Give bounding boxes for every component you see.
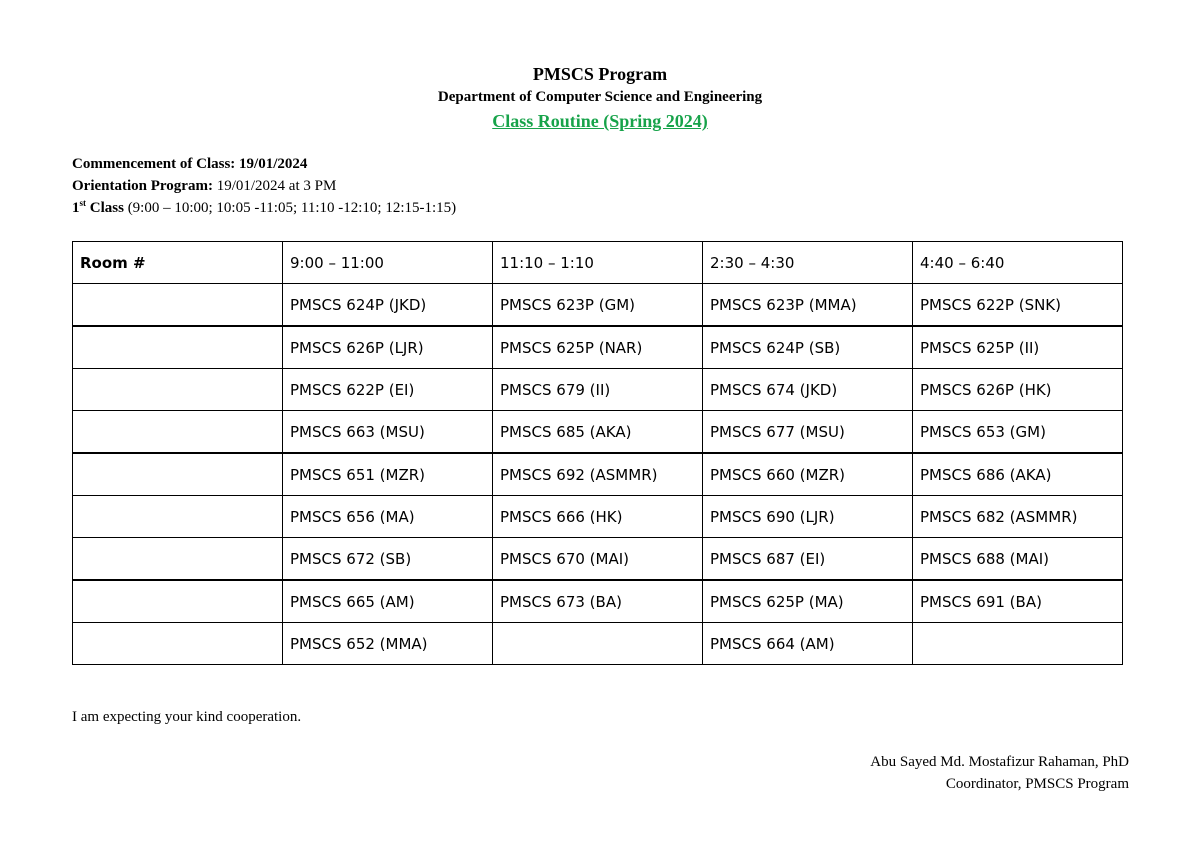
first-class-times: (9:00 – 10:00; 10:05 -11:05; 11:10 -12:10; 12:15-1:15) — [123, 200, 457, 216]
course-cell: PMSCS 622P (EI) — [283, 369, 493, 411]
first-class-suffix: st — [79, 198, 86, 208]
course-cell: PMSCS 673 (BA) — [493, 580, 703, 623]
program-title: PMSCS Program — [532, 64, 668, 84]
table-row — [73, 580, 1123, 623]
course-cell: PMSCS 690 (LJR) — [703, 496, 913, 538]
header-slot-2: 11:10 – 1:10 — [493, 242, 703, 284]
header-slot-4: 4:40 – 6:40 — [913, 242, 1123, 284]
signatory-name: Abu Sayed Md. Mostafizur Rahaman, PhD — [870, 754, 1129, 770]
course-cell: PMSCS 624P (SB) — [703, 326, 913, 369]
course-cell: PMSCS 623P (GM) — [493, 284, 703, 327]
first-class-label: Class — [86, 200, 124, 216]
course-cell: PMSCS 656 (MA) — [283, 496, 493, 538]
signature-block — [870, 751, 1129, 795]
closing-note: I am expecting your kind cooperation. — [72, 709, 302, 725]
course-cell: PMSCS 625P (NAR) — [493, 326, 703, 369]
room-cell — [73, 326, 283, 369]
course-cell: PMSCS 625P (MA) — [703, 580, 913, 623]
course-cell: PMSCS 682 (ASMMR) — [913, 496, 1123, 538]
course-cell: PMSCS 687 (EI) — [703, 538, 913, 581]
room-cell — [73, 580, 283, 623]
department-title: Department of Computer Science and Engineering — [437, 89, 763, 105]
room-cell — [73, 496, 283, 538]
document-header — [0, 62, 1200, 134]
course-cell: PMSCS 660 (MZR) — [703, 453, 913, 496]
table-row — [73, 369, 1123, 411]
course-cell: PMSCS 677 (MSU) — [703, 411, 913, 454]
course-cell: PMSCS 686 (AKA) — [913, 453, 1123, 496]
course-cell: PMSCS 653 (GM) — [913, 411, 1123, 454]
table-row — [73, 326, 1123, 369]
course-cell: PMSCS 626P (HK) — [913, 369, 1123, 411]
table-header-row — [73, 242, 1123, 284]
signatory-title: Coordinator, PMSCS Program — [945, 776, 1129, 792]
course-cell: PMSCS 679 (II) — [493, 369, 703, 411]
first-class-line — [72, 197, 456, 219]
course-cell: PMSCS 692 (ASMMR) — [493, 453, 703, 496]
routine-title: Class Routine (Spring 2024) — [492, 111, 708, 131]
course-cell: PMSCS 670 (MAI) — [493, 538, 703, 581]
course-cell: PMSCS 652 (MMA) — [283, 623, 493, 665]
course-cell: PMSCS 665 (AM) — [283, 580, 493, 623]
room-cell — [73, 623, 283, 665]
room-cell — [73, 453, 283, 496]
course-cell — [913, 623, 1123, 665]
table-row — [73, 284, 1123, 327]
course-cell: PMSCS 685 (AKA) — [493, 411, 703, 454]
course-cell: PMSCS 691 (BA) — [913, 580, 1123, 623]
course-cell: PMSCS 626P (LJR) — [283, 326, 493, 369]
course-cell: PMSCS 651 (MZR) — [283, 453, 493, 496]
table-row — [73, 496, 1123, 538]
table-row — [73, 538, 1123, 581]
header-room: Room # — [73, 242, 283, 284]
course-cell: PMSCS 688 (MAI) — [913, 538, 1123, 581]
table-row — [73, 623, 1123, 665]
course-cell: PMSCS 623P (MMA) — [703, 284, 913, 327]
header-slot-3: 2:30 – 4:30 — [703, 242, 913, 284]
course-cell: PMSCS 674 (JKD) — [703, 369, 913, 411]
course-cell: PMSCS 672 (SB) — [283, 538, 493, 581]
class-info — [72, 153, 456, 219]
table-row — [73, 453, 1123, 496]
routine-table — [72, 241, 1123, 665]
room-cell — [73, 284, 283, 327]
commencement-line: Commencement of Class: 19/01/2024 — [72, 156, 308, 172]
orientation-label: Orientation Program: — [72, 178, 213, 194]
room-cell — [73, 411, 283, 454]
first-class-number: 1 — [72, 200, 80, 216]
orientation-value: 19/01/2024 at 3 PM — [212, 178, 337, 194]
course-cell: PMSCS 664 (AM) — [703, 623, 913, 665]
table-row — [73, 411, 1123, 454]
course-cell: PMSCS 663 (MSU) — [283, 411, 493, 454]
orientation-line — [72, 175, 456, 197]
course-cell — [493, 623, 703, 665]
room-cell — [73, 538, 283, 581]
room-cell — [73, 369, 283, 411]
header-slot-1: 9:00 – 11:00 — [283, 242, 493, 284]
course-cell: PMSCS 666 (HK) — [493, 496, 703, 538]
course-cell: PMSCS 624P (JKD) — [283, 284, 493, 327]
course-cell: PMSCS 625P (II) — [913, 326, 1123, 369]
course-cell: PMSCS 622P (SNK) — [913, 284, 1123, 327]
